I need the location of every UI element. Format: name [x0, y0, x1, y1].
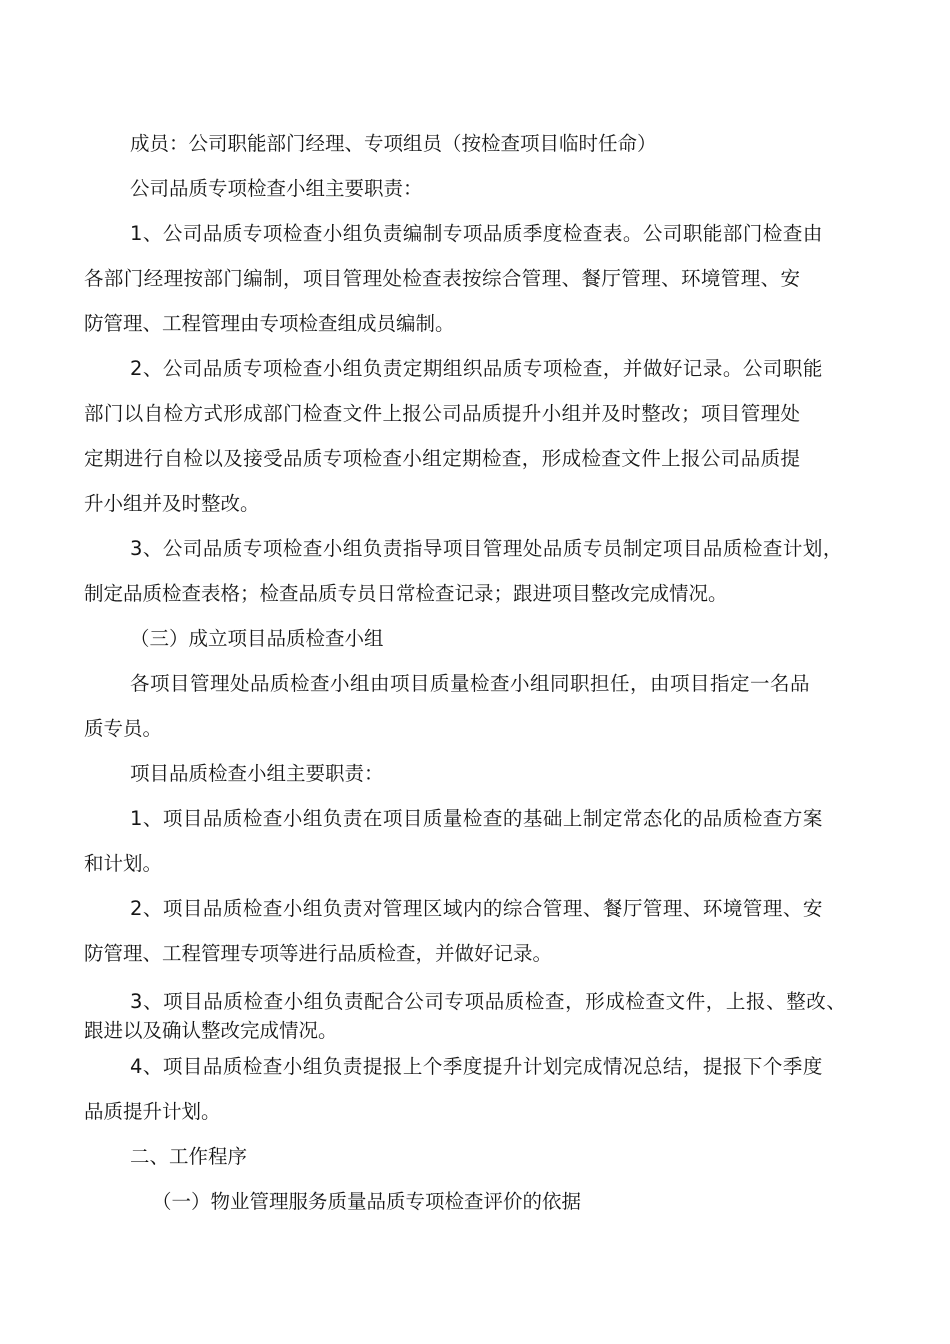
paragraph-line: 3、公司品质专项检查小组负责指导项目管理处品质专员制定项目品质检查计划， [130, 537, 843, 560]
paragraph-line: 质专员。 [84, 717, 163, 740]
section-heading: （一）物业管理服务质量品质专项检查评价的依据 [152, 1190, 582, 1213]
paragraph-line: 4、项目品质检查小组负责提报上个季度提升计划完成情况总结，提报下个季度 [130, 1055, 823, 1078]
paragraph-line: 2、公司品质专项检查小组负责定期组织品质专项检查，并做好记录。公司职能 [130, 357, 823, 380]
paragraph-line: 跟进以及确认整改完成情况。 [84, 1019, 338, 1042]
paragraph-line: 成员：公司职能部门经理、专项组员（按检查项目临时任命） [130, 132, 657, 155]
paragraph-line: 防管理、工程管理专项等进行品质检查，并做好记录。 [84, 942, 553, 965]
paragraph-line: 定期进行自检以及接受品质专项检查小组定期检查，形成检查文件上报公司品质提 [84, 447, 801, 470]
paragraph-line: 1、公司品质专项检查小组负责编制专项品质季度检查表。公司职能部门检查由 [130, 222, 823, 245]
paragraph-line: 1、项目品质检查小组负责在项目质量检查的基础上制定常态化的品质检查方案 [130, 807, 823, 830]
paragraph-line: 2、项目品质检查小组负责对管理区域内的综合管理、餐厅管理、环境管理、安 [130, 897, 823, 920]
paragraph-line: 各部门经理按部门编制，项目管理处检查表按综合管理、餐厅管理、环境管理、安 [84, 267, 801, 290]
paragraph-line: 防管理、工程管理由专项检查组成员编制。 [84, 312, 455, 335]
section-heading: 二、工作程序 [130, 1145, 248, 1168]
paragraph-line: 品质提升计划。 [84, 1100, 221, 1123]
paragraph-line: 各项目管理处品质检查小组由项目质量检查小组同职担任，由项目指定一名品 [130, 672, 811, 695]
paragraph-line: 部门以自检方式形成部门检查文件上报公司品质提升小组并及时整改；项目管理处 [84, 402, 801, 425]
paragraph-line: 制定品质检查表格；检查品质专员日常检查记录；跟进项目整改完成情况。 [84, 582, 728, 605]
paragraph-line: 升小组并及时整改。 [84, 492, 260, 515]
paragraph-line: 3、项目品质检查小组负责配合公司专项品质检查，形成检查文件，上报、整改、 [130, 990, 847, 1013]
paragraph-line: 项目品质检查小组主要职责： [130, 762, 384, 785]
section-heading: （三）成立项目品质检查小组 [130, 627, 384, 650]
paragraph-line: 公司品质专项检查小组主要职责： [130, 177, 423, 200]
paragraph-line: 和计划。 [84, 852, 163, 875]
